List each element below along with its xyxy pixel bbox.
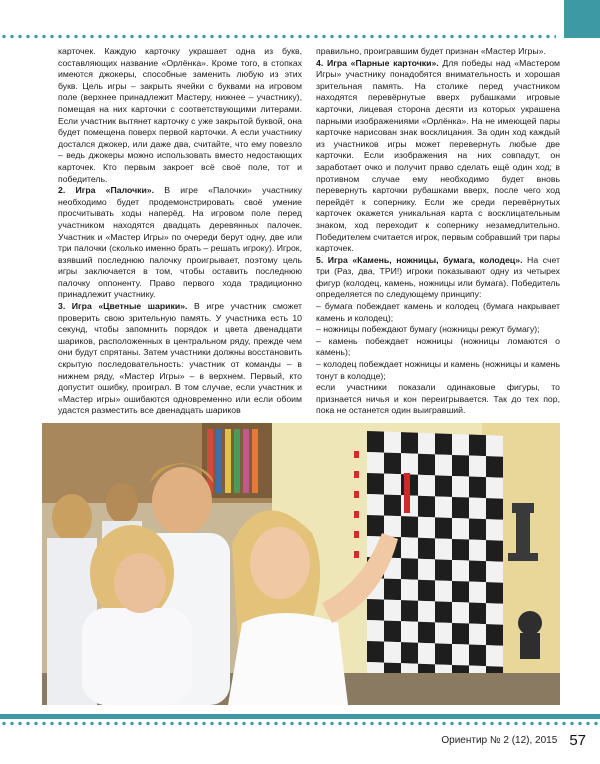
checker-square <box>469 456 486 478</box>
checker-square <box>469 624 486 646</box>
checker-square <box>435 580 452 602</box>
checker-square <box>452 518 469 540</box>
paragraph <box>316 301 560 324</box>
checker-square <box>401 642 418 664</box>
checker-square <box>486 498 503 520</box>
checker-square <box>469 603 486 625</box>
article-photo <box>42 423 560 705</box>
checker-square <box>486 477 503 499</box>
paragraph <box>316 58 560 255</box>
checker-square <box>469 645 486 667</box>
section-heading: 2. Игра «Палочки». <box>58 185 155 196</box>
paragraph <box>316 336 560 359</box>
corner-tab <box>564 0 600 38</box>
checker-square <box>401 453 418 475</box>
checker-square <box>384 516 401 538</box>
checker-square <box>367 641 384 663</box>
photo-illustration <box>42 423 560 705</box>
article-columns <box>58 46 560 418</box>
checker-square <box>435 454 452 476</box>
paragraph-text: – ножницы побеждают бумагу (ножницы режут бумагу); <box>316 324 540 335</box>
checker-square <box>452 476 469 498</box>
paragraph-text: В игре участник сможет проверить свою зрительную память. У участника есть 10 секунд, чтобы запомнить порядок и цвета двенадцати шариков, расположенных в центральном ряду, прежде чем они будут спрятаны. Затем участники должны восстановить скрытую последовательность: участник от команды – в нижнем ряду, «Мастер Игры» – в верхнем. Первый, кто допустит ошибку, проиграл. В том случае, если участник и «Мастер игры» ошибаются одновременно или если обоим удастся разместить все двенадцать шариков <box>58 301 302 416</box>
paragraph <box>58 46 302 185</box>
page-number: 57 <box>569 731 586 749</box>
checker-square <box>435 601 452 623</box>
checker-square <box>452 602 469 624</box>
checker-square <box>452 581 469 603</box>
checker-square <box>486 603 503 625</box>
paragraph <box>316 382 560 417</box>
checker-square <box>435 475 452 497</box>
checker-square <box>486 519 503 541</box>
page-footer <box>441 728 586 752</box>
magazine-issue: Ориентир № 2 (12), 2015 <box>441 734 558 746</box>
checker-square <box>418 622 435 644</box>
checker-square <box>486 645 503 667</box>
checker-square <box>435 496 452 518</box>
paragraph <box>316 324 560 336</box>
checker-square <box>435 538 452 560</box>
checker-square <box>469 582 486 604</box>
bottom-rule <box>0 714 600 719</box>
left-column <box>58 46 302 418</box>
paragraph-text: если участники показали одинаковые фигуры, то признается ничья и кон переигрывается. Так до тех пор, пока не останется один выигравший. <box>316 382 560 416</box>
right-column <box>316 46 560 418</box>
checker-square <box>367 515 384 537</box>
checker-square <box>401 516 418 538</box>
checker-square <box>384 474 401 496</box>
paragraph-text: – колодец побеждает ножницы и камень (ножницы и камень тонут в колодце); <box>316 359 560 381</box>
checker-square <box>401 432 418 454</box>
checker-square <box>401 600 418 622</box>
checker-square <box>418 601 435 623</box>
paragraph-text: карточек. Каждую карточку украшает одна из букв, составляющих название «Орлёнка». Кроме того, в стопках имеются джокеры, способные заменить любую из этих букв. Цель игры – закрыть ячейки с буквами на игровом поле (верхнее принадлежит Мастеру, нижнее – участнику), помещая на них карточки с соответствующими литерами. Если участник вытянет карточку с уже закрытой буквой, она будет помещена поверх первой карточки. А если участнику достался джокер, или даже два, считайте, что ему повезло – ведь джокеры можно использовать вместо недостающих карточек. Кто первым закроет всё своё поле, тот и победитель. <box>58 46 302 184</box>
checker-square <box>418 433 435 455</box>
paragraph <box>316 359 560 382</box>
paragraph-text: В игре «Палочки» участнику необходимо будет продемонстрировать своё умение просчитывать ходы наперёд. На игровом поле перед участником находятся двадцать деревянных палочек. Участник и «Мастер Игры» по очереди берут одну, две или три палочки (сколько именно брать – решать игроку). Игрок, взявший последнюю палочку проигрывает, поэтому цель игры заключается в том, чтобы оставить последнюю палочку оппоненту. Право первого хода традиционно принадлежит участнику. <box>58 185 303 300</box>
paragraph-text: – бумага побеждает камень и колодец (бумага накрывает камень и колодец); <box>316 301 560 323</box>
checker-square <box>401 579 418 601</box>
checker-square <box>418 496 435 518</box>
checker-square <box>435 517 452 539</box>
checker-square <box>486 456 503 478</box>
checker-square <box>452 623 469 645</box>
checker-square <box>384 642 401 664</box>
section-heading: 4. Игра «Парные карточки». <box>316 57 439 68</box>
checker-square <box>367 452 384 474</box>
checker-square <box>469 519 486 541</box>
checker-square <box>486 561 503 583</box>
checker-square <box>367 494 384 516</box>
checker-square <box>367 431 384 453</box>
checker-square <box>401 621 418 643</box>
checker-square <box>452 644 469 666</box>
checker-square <box>452 560 469 582</box>
checker-square <box>469 477 486 499</box>
checker-square <box>486 624 503 646</box>
checker-square <box>367 620 384 642</box>
top-dotted-rule <box>0 34 556 39</box>
checker-square <box>384 453 401 475</box>
checker-square <box>384 600 401 622</box>
checker-square <box>435 622 452 644</box>
bottom-dotted-rule <box>0 721 600 726</box>
checker-square <box>469 561 486 583</box>
checker-square <box>452 539 469 561</box>
paragraph <box>316 46 560 58</box>
checker-square <box>435 559 452 581</box>
checker-square <box>486 435 503 457</box>
paragraph-text: – камень побеждает ножницы (ножницы ломаются о камень); <box>316 335 560 358</box>
checker-square <box>435 433 452 455</box>
checker-square <box>469 435 486 457</box>
checker-square <box>418 643 435 665</box>
paragraph-text: Для победы над «Мастером Игры» участнику понадобятся внимательность и хорошая зрительная память. На столике перед участником находятся перевёрнутые вверх рубашками игровые карточки, лицевая сторона десяти из которых украшена парными изображениями «Орлёнка». На не имеющей пары карточке нарисован знак восклицания. За один ход каждый из участников игры может перевернуть любые две карточки. Если изображения на них совпадут, он заработает очко и получит право сделать ещё один ход; в противном случае ему необходимо будет вновь перевернуть карточки рубашками вверх, после чего ход перейдёт к сопернику. Если же среди перевёрнутых карточек окажется уникальная карта с восклицательным знаком, ход переходит к сопернику незамедлительно. Победителем считается игрок, первым собравший три пары карточек. <box>316 57 560 254</box>
checker-square <box>418 517 435 539</box>
checker-square <box>418 538 435 560</box>
checker-square <box>384 432 401 454</box>
checker-square <box>384 621 401 643</box>
checker-square <box>401 537 418 559</box>
paragraph <box>58 301 302 417</box>
checker-square <box>418 559 435 581</box>
checker-square <box>452 497 469 519</box>
checker-square <box>418 580 435 602</box>
checker-square <box>469 540 486 562</box>
section-heading: 3. Игра «Цветные шарики». <box>58 301 188 312</box>
checker-square <box>418 475 435 497</box>
checker-square <box>367 599 384 621</box>
checker-square <box>469 498 486 520</box>
section-heading: 5. Игра «Камень, ножницы, бумага, колодец». <box>316 254 523 265</box>
paragraph <box>316 255 560 301</box>
paragraph-text: На счет три (Раз, два, ТРИ!) игроки показывают одну из четырех фигур (колодец, камень, ножницы или бумага). Победитель определяется по следующему принципу: <box>316 254 560 300</box>
checker-square <box>418 454 435 476</box>
checker-square <box>486 582 503 604</box>
checker-square <box>452 455 469 477</box>
checker-square <box>367 473 384 495</box>
checker-square <box>435 643 452 665</box>
paragraph-text: правильно, проигравшим будет признан «Мастер Игры». <box>316 46 546 56</box>
checker-square <box>452 434 469 456</box>
checker-square <box>401 558 418 580</box>
checker-square <box>384 579 401 601</box>
checker-square <box>384 495 401 517</box>
paragraph <box>58 185 302 301</box>
checker-square <box>486 540 503 562</box>
